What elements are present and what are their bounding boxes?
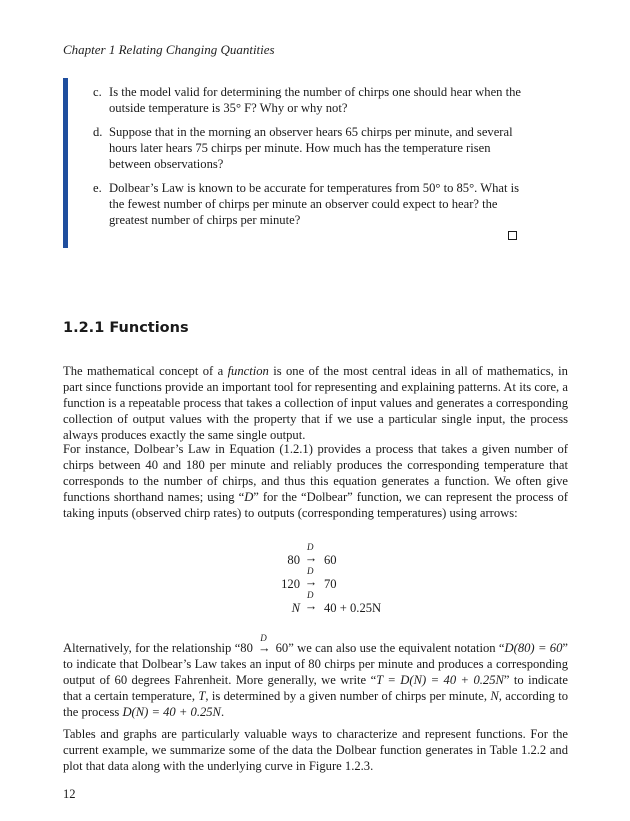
math-expression: T = D(N) = 40 + 0.25N [376,673,504,687]
text-run: ” to indicate that a certain temperature, [63,673,568,703]
text-run: , according to the process [63,689,569,719]
exercise-item-c [84,84,524,116]
right-arrow-icon: → [257,641,271,655]
text-run: ” for the “Dolbear” function, we can represent the process of taking inputs (observed chirp rates) to outputs (corresponding temperatures) using arrows: [63,490,568,520]
exercise-margin-bar [63,78,68,248]
mapping-input: 80 [287,553,300,567]
math-variable: T [198,689,206,703]
exercise-letter: c. [93,85,102,99]
math-expression: D(80) = 60 [504,641,563,655]
text-run: . [220,705,225,719]
paragraph-function-definition [63,363,568,443]
inline-arrow [256,633,272,656]
math-expression: D(N) = 40 + 0.25N [122,705,221,719]
exercise-letter: e. [93,181,102,195]
paragraph-dolbear-example [63,441,568,521]
arrow-mapping-row [240,566,440,594]
arrow-label: D [307,542,314,552]
arrow-mapping-row [240,590,440,618]
section-number: 1.2.1 [63,320,105,336]
text-run: ” to indicate that Dolbear’s Law takes an input of 80 chirps per minute and produces a corresponding output of 60 degrees Fahrenheit. More generally, we write “ [63,641,568,687]
mapping-output: 40 + 0.25N [324,601,382,615]
text-run: 60” we can also use the equivalent notation “ [272,641,505,655]
right-arrow-icon: → [304,551,318,565]
paragraph-function-notation [63,633,569,720]
defined-term: function [227,364,269,378]
arrow-label: D [307,590,314,600]
arrow-label: D [307,566,314,576]
mapping-output: 70 [324,577,337,591]
text-run: , is determined by a given number of chirps per minute, [205,689,491,703]
exercise-item-e [84,180,524,228]
text-run: The mathematical concept of a [63,364,228,378]
section-heading [63,320,189,336]
right-arrow-icon: → [304,599,318,613]
text-run: For instance, Dolbear’s Law in Equation (1.2.1) provides a process that takes a given number of chirps between 40 and 180 per minute and reliably produces the corresponding temperature that corresponds to the number of chirps, and thus this equation generates a function. We often give functions shorthand names; using “ [63,442,568,504]
mapping-input: 120 [281,577,300,591]
running-head: Chapter 1 Relating Changing Quantities [63,42,275,57]
math-variable: D [244,490,254,504]
mapping-output: 60 [324,553,337,567]
exercise-item-d [84,124,524,172]
arrow-mapping-row [240,542,440,570]
right-arrow-icon: → [304,575,318,589]
exercise-text: Suppose that in the morning an observer hears 65 chirps per minute, and several hours later hears 75 chirps per minute. How much has the temperature risen between observations? [109,125,513,171]
page-number: 12 [63,787,76,801]
arrow-label: D [260,633,267,643]
math-variable: N [490,689,499,703]
exercise-text: Dolbear’s Law is known to be accurate for temperatures from 50° to 85°. What is the fewest number of chirps per minute an observer could expect to hear? the greatest number of chirps per minute? [109,181,520,227]
exercise-list [84,84,524,236]
end-of-solution-box-icon [508,231,517,240]
exercise-letter: d. [93,125,103,139]
section-title-text: Functions [109,320,189,336]
text-run: Alternatively, for the relationship “80 [63,641,257,655]
arrow-notation-display [240,542,440,618]
mapping-input: N [291,601,300,615]
paragraph-tables-graphs: Tables and graphs are particularly valuable ways to characterize and represent functions. For the current example, we summarize some of the data the Dolbear function generates in Table 1.2.2 and plot that data along with the underlying curve in Figure 1.2.3. [63,727,568,773]
exercise-text: Is the model valid for determining the number of chirps one should hear when the outside temperature is 35° F? Why or why not? [109,85,521,115]
text-run: is one of the most central ideas in all of mathematics, in part since functions provide an important tool for representing and explaining patterns. At its core, a function is a repeatable process that takes a collection of input values and generates a corresponding collection of output values with the property that if we use a particular single input, the process always produces exactly the same single output. [63,364,568,442]
